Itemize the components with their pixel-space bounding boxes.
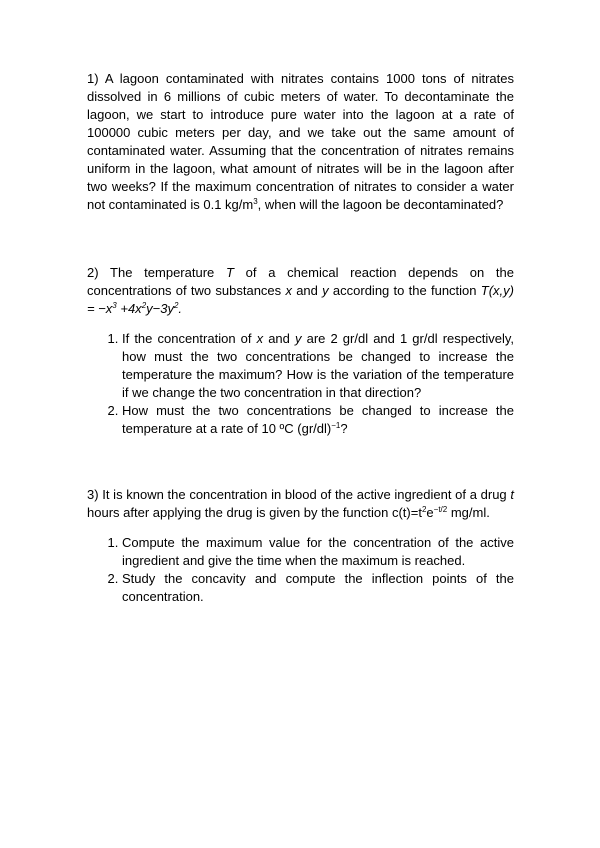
variable-x: x — [285, 283, 292, 298]
problem-1-text: 1) A lagoon contaminated with nitrates contains 1000 tons of nitrates dissolved in 6 millions of cubic meters of water. To decontaminate the lagoon, we start to introduce pure water into the lagoon at a rate of 100000 cubic meters per day, and we take out the same amount of contaminated water. Assuming that the concentration of nitrates remains uniform in the lagoon, what amount of nitrates will be in the lagoon after two weeks? If the maximum concentration of nitrates to consider a water not contaminated is 0.1 $kg/m^3$, when will the lagoon be decontaminated? — [87, 71, 514, 212]
problem-3-questions — [87, 534, 514, 606]
problem-3-intro: 3) It is known the concentration in blood of the active ingredient of a drug t hours after applying the drug is given by the function $c(t)=t^2e^{-t/2}$ mg/ml. — [87, 487, 514, 520]
problem-2-question-1: 1. If the concentration of x and y are 2 gr/dl and 1 gr/dl respectively, how must the two concentrations be changed to increase the temperature the maximum? How is the variation of the temperature if we change the two concentration in that direction? — [122, 330, 514, 402]
variable-T: T — [225, 265, 234, 280]
variable-y: y — [322, 283, 329, 298]
problem-3-question-1: 1. Compute the maximum value for the concentration of the active ingredient and give the time when the maximum is reached. — [122, 534, 514, 570]
temperature-function: $T(x,y) = -x^3 +4x^2y-3y^2$. — [87, 283, 514, 316]
problem-1 — [87, 70, 514, 214]
problem-3 — [87, 486, 514, 606]
problem-2-questions — [87, 330, 514, 438]
problem-2-question-2: 2. How must the two concentrations be changed to increase the temperature at a rate of 10 ºC $(gr/dl)^{-1}$? — [122, 402, 514, 438]
variable-t: t — [510, 487, 514, 502]
problem-2-intro: 2) The temperature T of a chemical reaction depends on the concentrations of two substances x and y according to the function $T(x,y) = -x^3 +4x^2y-3y^2$. — [87, 265, 515, 316]
problem-2 — [87, 264, 514, 438]
problem-3-question-2: 2. Study the concavity and compute the inflection points of the concentration. — [122, 570, 514, 606]
